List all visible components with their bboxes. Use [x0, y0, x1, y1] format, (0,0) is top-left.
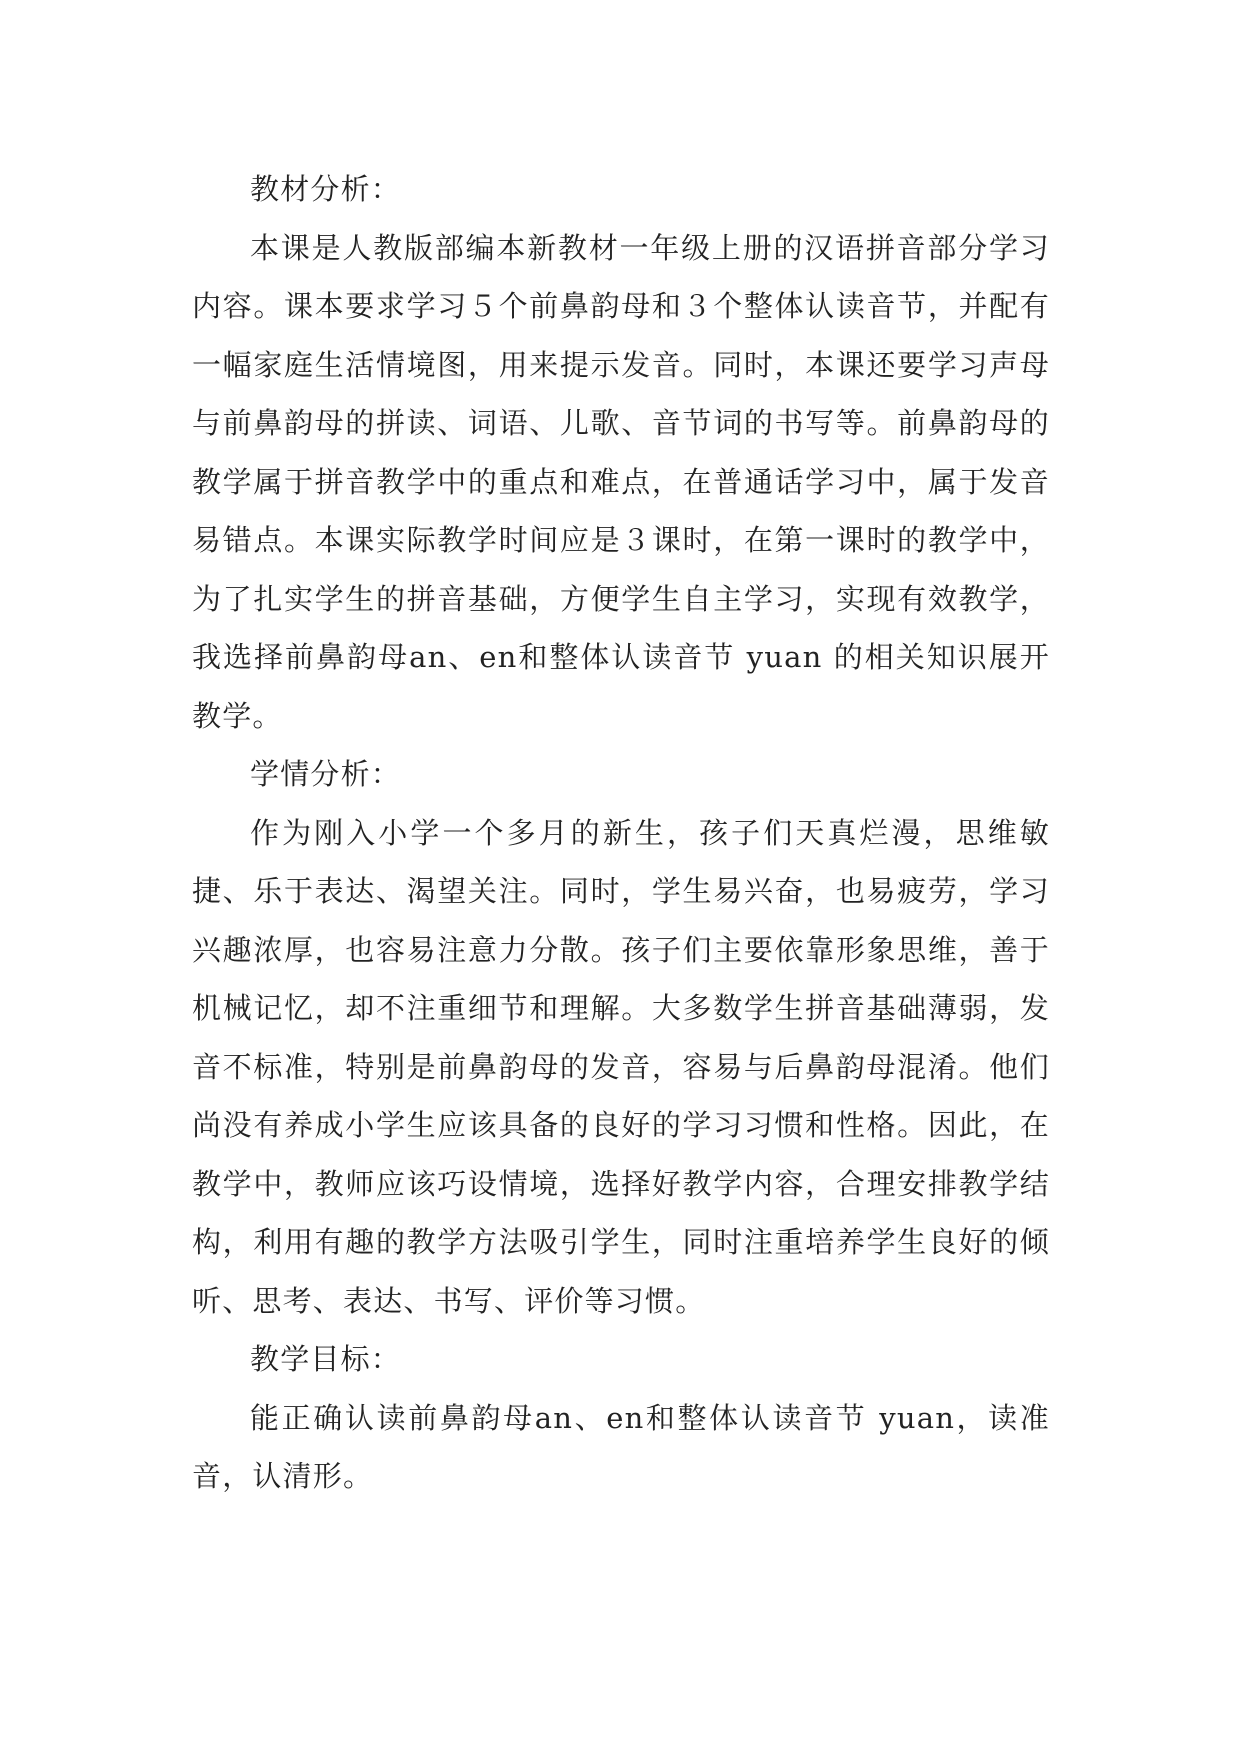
student-analysis-paragraph: 作为刚入小学一个多月的新生，孩子们天真烂漫，思维敏捷、乐于表达、渴望关注。同时，学生易兴奋，也易疲劳，学习兴趣浓厚，也容易注意力分散。孩子们主要依靠形象思维，善于机械记忆，却不注重细节和理解。大多数学生拼音基础薄弱，发音不标准，特别是前鼻韵母的发音，容易与后鼻韵母混淆。他们尚没有养成小学生应该具备的良好的学习习惯和性格。因此，在教学中，教师应该巧设情境，选择好教学内容，合理安排教学结构，利用有趣的教学方法吸引学生，同时注重培养学生良好的倾听、思考、表达、书写、评价等习惯。: [192, 815, 1050, 1318]
section-heading-textbook-analysis: 教材分析：: [250, 172, 402, 206]
textbook-analysis-paragraph: 本课是人教版部编本新教材一年级上册的汉语拼音部分学习内容。课本要求学习５个前鼻韵母和３个整体认读音节，并配有一幅家庭生活情境图，用来提示发音。同时，本课还要学习声母与前鼻韵母的拼读、词语、儿歌、音节词的书写等。前鼻韵母的教学属于拼音教学中的重点和难点，在普通话学习中，属于发音易错点。本课实际教学时间应是３课时，在第一课时的教学中，为了扎实学生的拼音基础，方便学生自主学习，实现有效教学，我选择前鼻韵母an、en和整体认读音节 yuan 的相关知识展开教学。: [192, 230, 1050, 733]
document-body: [192, 160, 1050, 1506]
section-heading-teaching-goals: 教学目标：: [250, 1342, 402, 1376]
section-heading-student-analysis: 学情分析：: [250, 757, 402, 791]
teaching-goals-paragraph: 能正确认读前鼻韵母an、en和整体认读音节 yuan，读准音，认清形。: [192, 1400, 1050, 1493]
